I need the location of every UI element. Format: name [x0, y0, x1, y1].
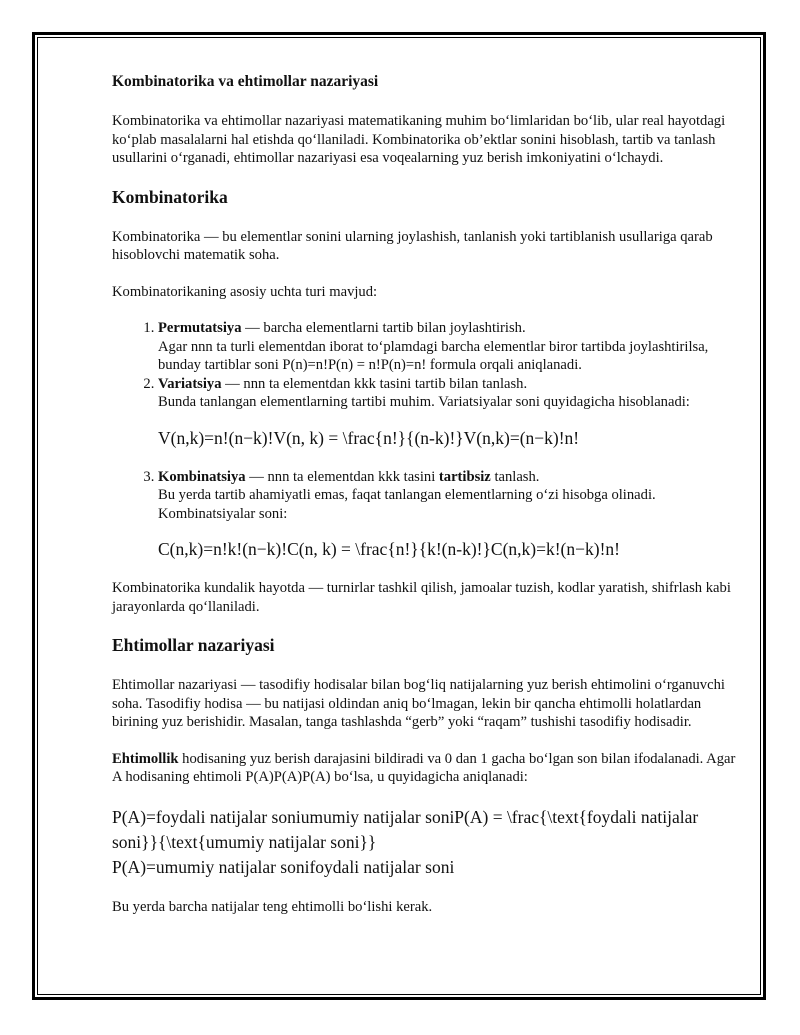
ehtimollik-paragraph	[112, 750, 742, 787]
section-heading-kombinatorika: Kombinatorika	[112, 186, 228, 207]
term-ehtimollik: Ehtimollik	[112, 750, 179, 767]
variatsiya-tail: — nnn ta elementdan kkk tasini tartib bilan tanlash.	[221, 375, 528, 392]
kombinatsiya-body: Bu yerda tartib ahamiyatli emas, faqat tanlangan elementlarning o‘zi hisobga olinadi. Kombinatsiyalar soni:	[158, 487, 656, 522]
kombinatorika-definition: Kombinatorika — bu elementlar sonini ularning joylashish, tanlanish yoki tartiblanish usullariga qarab hisoblovchi matematik soha.	[112, 228, 713, 263]
kombinatsiya-bold-word: tartibsiz	[438, 468, 491, 485]
kombinatorika-types-list	[112, 319, 742, 561]
kombinatsiya-formula: C(n,k)=n!k!(n−k)!C(n, k) = \frac{n!}{k!(n-k)!}C(n,k)=k!(n−k)!n!	[158, 539, 620, 559]
list-item-permutatsiya	[158, 319, 742, 375]
kombinatsiya-tail-b: tanlash.	[490, 468, 540, 485]
list-item-kombinatsiya	[158, 468, 742, 562]
document-body	[112, 72, 742, 916]
ehtimollik-text: hodisaning yuz berish darajasini bildiradi va 0 dan 1 gacha bo‘lgan son bilan ifodalanadi. Agar A hodisaning ehtimoli P(A)P(A)P(A) bo‘lsa, u quyidagicha aniqlanadi:	[112, 750, 736, 785]
permutatsiya-tail: — barcha elementlarni tartib bilan joylashtirish.	[241, 320, 526, 336]
ehtimollar-definition: Ehtimollar nazariyasi — tasodifiy hodisalar bilan bog‘liq natijalarning yuz berish ehtimolini o‘rganuvchi soha. Tasodifiy hodisa — bu natijasi oldindan aniq bo‘lmagan, lekin bir qancha ehtimolli holatlardan birining yuz berishidir. Masalan, tanga tashlashda “gerb” yoki “raqam” tushishi tasodifiy hodisadir.	[112, 677, 725, 730]
list-item-variatsiya	[158, 375, 742, 450]
types-intro: Kombinatorikaning asosiy uchta turi mavjud:	[112, 283, 378, 300]
document-title: Kombinatorika va ehtimollar nazariyasi	[112, 73, 379, 90]
equal-likelihood-note: Bu yerda barcha natijalar teng ehtimolli bo‘lishi kerak.	[112, 898, 433, 915]
probability-formula-line2: P(A)=umumiy natijalar sonifoydali natijalar soni	[112, 856, 455, 877]
kombinatsiya-tail-a: — nnn ta elementdan kkk tasini	[245, 468, 439, 485]
section-heading-ehtimollar: Ehtimollar nazariyasi	[112, 635, 275, 655]
variatsiya-body: Bunda tanlangan elementlarning tartibi muhim. Variatsiyalar soni quyidagicha hisoblanadi:	[158, 394, 690, 410]
variatsiya-formula: V(n,k)=n!(n−k)!V(n, k) = \frac{n!}{(n-k)!}V(n,k)=(n−k)!n!	[158, 427, 580, 448]
term-permutatsiya: Permutatsiya	[158, 320, 242, 336]
term-kombinatsiya: Kombinatsiya	[158, 468, 246, 485]
term-variatsiya: Variatsiya	[158, 375, 222, 392]
probability-formula-line1: P(A)=foydali natijalar soniumumiy natijalar soniP(A) = \frac{\text{foydali natijalar soni}}{\text{umumiy natijalar soni}}	[112, 806, 699, 852]
kombinatorika-usage: Kombinatorika kundalik hayotda — turnirlar tashkil qilish, jamoalar tuzish, kodlar yaratish, shifrlash kabi jarayonlarda qo‘llaniladi.	[112, 580, 731, 615]
permutatsiya-body: Agar nnn ta turli elementdan iborat to‘plamdagi barcha elementlar biror tartibda joylashtirilsa, bunday tartiblar soni P(n)=n!P(n) = n!P(n)=n! formula orqali aniqlanadi.	[158, 338, 709, 373]
intro-paragraph: Kombinatorika va ehtimollar nazariyasi matematikaning muhim bo‘limlaridan bo‘lib, ular real hayotdagi ko‘plab masalalarni hal etishda qo‘llaniladi. Kombinatorika ob’ektlar sonini hisoblash, tartib va tanlash usullarini o‘rganadi, ehtimollar nazariyasi esa voqealarning yuz berish imkoniyatini o‘lchaydi.	[112, 113, 726, 166]
